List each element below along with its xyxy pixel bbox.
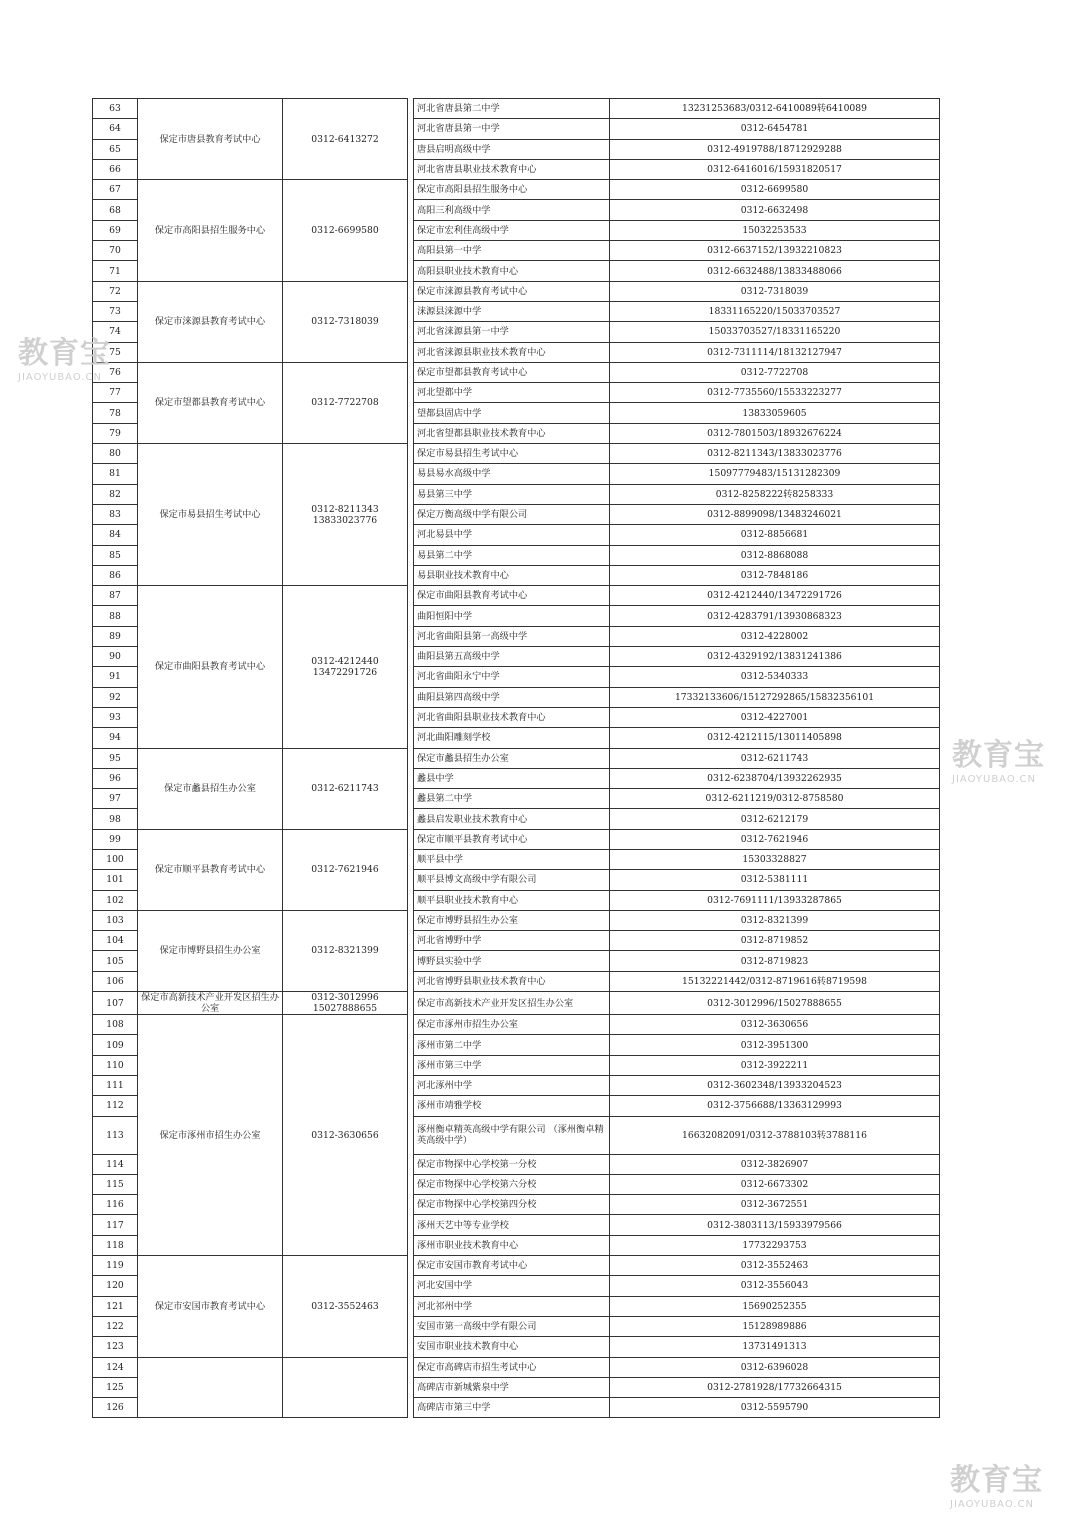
school-name: 保定市顺平县教育考试中心 <box>414 829 610 849</box>
school-phone: 0312-6637152/13932210823 <box>610 241 940 261</box>
department-phone: 0312-8321399 <box>283 910 408 991</box>
department-phone: 0312-3012996 15027888655 <box>283 992 408 1015</box>
school-phone: 0312-3922211 <box>610 1055 940 1075</box>
table-row <box>93 99 940 119</box>
row-number: 104 <box>93 931 138 951</box>
school-phone: 16632082091/0312-3788103转3788116 <box>610 1116 940 1154</box>
school-phone: 0312-7311114/18132127947 <box>610 342 940 362</box>
school-name: 保定市涞源县教育考试中心 <box>414 281 610 301</box>
department-name: 保定市顺平县教育考试中心 <box>138 829 283 910</box>
school-name: 保定市博野县招生办公室 <box>414 910 610 930</box>
table-row <box>93 748 940 768</box>
school-name: 曲阳县第四高级中学 <box>414 687 610 707</box>
school-name: 河北易县中学 <box>414 525 610 545</box>
department-phone: 0312-8211343 13833023776 <box>283 444 408 586</box>
table-row <box>93 362 940 382</box>
department-phone <box>283 1357 408 1418</box>
row-number: 117 <box>93 1215 138 1235</box>
table-row <box>93 586 940 606</box>
school-name: 博野县实验中学 <box>414 951 610 971</box>
row-number: 101 <box>93 870 138 890</box>
row-number: 122 <box>93 1316 138 1336</box>
row-number: 78 <box>93 403 138 423</box>
row-number: 107 <box>93 992 138 1015</box>
row-number: 114 <box>93 1154 138 1174</box>
table-row <box>93 1256 940 1276</box>
row-number: 121 <box>93 1296 138 1316</box>
row-number: 102 <box>93 890 138 910</box>
school-phone: 0312-5381111 <box>610 870 940 890</box>
row-number: 98 <box>93 809 138 829</box>
school-name: 保定市物探中心学校第一分校 <box>414 1154 610 1174</box>
school-phone: 13833059605 <box>610 403 940 423</box>
school-name: 涞源县涞源中学 <box>414 301 610 321</box>
school-name: 顺平县职业技术教育中心 <box>414 890 610 910</box>
row-number: 113 <box>93 1116 138 1154</box>
school-name: 高阳三利高级中学 <box>414 200 610 220</box>
row-number: 80 <box>93 444 138 464</box>
department-phone: 0312-7621946 <box>283 829 408 910</box>
school-phone: 0312-8899098/13483246021 <box>610 504 940 524</box>
school-phone: 15690252355 <box>610 1296 940 1316</box>
row-number: 112 <box>93 1096 138 1116</box>
school-phone: 0312-4919788/18712929288 <box>610 139 940 159</box>
row-number: 126 <box>93 1398 138 1418</box>
row-number: 93 <box>93 707 138 727</box>
school-name: 保定市高新技术产业开发区招生办公室 <box>414 992 610 1015</box>
row-number: 125 <box>93 1377 138 1397</box>
row-number: 66 <box>93 159 138 179</box>
school-phone: 0312-3672551 <box>610 1195 940 1215</box>
contact-table-body <box>93 99 940 1418</box>
department-name: 保定市望都县教育考试中心 <box>138 362 283 443</box>
row-number: 124 <box>93 1357 138 1377</box>
department-phone: 0312-6413272 <box>283 99 408 180</box>
school-phone: 15128989886 <box>610 1316 940 1336</box>
table-row <box>93 992 940 1015</box>
row-number: 73 <box>93 301 138 321</box>
row-number: 85 <box>93 545 138 565</box>
school-phone: 13231253683/0312-6410089转6410089 <box>610 99 940 119</box>
school-phone: 0312-8719852 <box>610 931 940 951</box>
school-name: 保定万衡高级中学有限公司 <box>414 504 610 524</box>
table-row <box>93 1015 940 1035</box>
school-name: 河北省涞源县职业技术教育中心 <box>414 342 610 362</box>
department-phone: 0312-6699580 <box>283 180 408 281</box>
table-row <box>93 180 940 200</box>
row-number: 72 <box>93 281 138 301</box>
school-name: 唐县启明高级中学 <box>414 139 610 159</box>
school-phone: 0312-8321399 <box>610 910 940 930</box>
school-name: 顺平县博文高级中学有限公司 <box>414 870 610 890</box>
row-number: 91 <box>93 667 138 687</box>
department-name: 保定市涞源县教育考试中心 <box>138 281 283 362</box>
school-phone: 0312-3552463 <box>610 1256 940 1276</box>
row-number: 120 <box>93 1276 138 1296</box>
row-number: 67 <box>93 180 138 200</box>
department-phone: 0312-7722708 <box>283 362 408 443</box>
row-number: 71 <box>93 261 138 281</box>
school-name: 保定市曲阳县教育考试中心 <box>414 586 610 606</box>
school-name: 河北省涞源县第一中学 <box>414 322 610 342</box>
school-phone: 0312-2781928/17732664315 <box>610 1377 940 1397</box>
school-phone: 0312-7621946 <box>610 829 940 849</box>
row-number: 88 <box>93 606 138 626</box>
school-name: 河北省唐县第二中学 <box>414 99 610 119</box>
table-row <box>93 1357 940 1377</box>
school-name: 河北曲阳雕刻学校 <box>414 728 610 748</box>
school-name: 安国市职业技术教育中心 <box>414 1337 610 1357</box>
row-number: 82 <box>93 484 138 504</box>
department-name: 保定市蠡县招生办公室 <box>138 748 283 829</box>
watermark-left <box>18 328 111 383</box>
row-number: 92 <box>93 687 138 707</box>
school-name: 蠡县启发职业技术教育中心 <box>414 809 610 829</box>
school-name: 河北省博野中学 <box>414 931 610 951</box>
row-number: 90 <box>93 647 138 667</box>
watermark-url: JIAOYUBAO.CN <box>952 774 1036 785</box>
row-number: 95 <box>93 748 138 768</box>
row-number: 83 <box>93 504 138 524</box>
row-number: 119 <box>93 1256 138 1276</box>
school-phone: 0312-3012996/15027888655 <box>610 992 940 1015</box>
school-phone: 0312-5595790 <box>610 1398 940 1418</box>
school-phone: 0312-7848186 <box>610 565 940 585</box>
row-number: 94 <box>93 728 138 748</box>
row-number: 110 <box>93 1055 138 1075</box>
school-name: 河北省唐县职业技术教育中心 <box>414 159 610 179</box>
school-phone: 17732293753 <box>610 1235 940 1255</box>
row-number: 87 <box>93 586 138 606</box>
watermark-logo-text: 教育宝 <box>18 336 111 371</box>
school-phone: 13731491313 <box>610 1337 940 1357</box>
row-number: 116 <box>93 1195 138 1215</box>
school-name: 安国市第一高级中学有限公司 <box>414 1316 610 1336</box>
row-number: 103 <box>93 910 138 930</box>
school-name: 保定市物探中心学校第六分校 <box>414 1174 610 1194</box>
department-phone: 0312-4212440 13472291726 <box>283 586 408 748</box>
school-phone: 0312-8868088 <box>610 545 940 565</box>
row-number: 77 <box>93 383 138 403</box>
school-phone: 0312-3756688/13363129993 <box>610 1096 940 1116</box>
school-name: 涿州市职业技术教育中心 <box>414 1235 610 1255</box>
school-name: 河北省曲阳县职业技术教育中心 <box>414 707 610 727</box>
row-number: 111 <box>93 1075 138 1095</box>
school-phone: 0312-6699580 <box>610 180 940 200</box>
school-name: 保定市望都县教育考试中心 <box>414 362 610 382</box>
school-phone: 0312-6632488/13833488066 <box>610 261 940 281</box>
school-phone: 18331165220/15033703527 <box>610 301 940 321</box>
school-phone: 0312-3602348/13933204523 <box>610 1075 940 1095</box>
school-name: 河北涿州中学 <box>414 1075 610 1095</box>
row-number: 75 <box>93 342 138 362</box>
school-name: 高碑店市新城紫泉中学 <box>414 1377 610 1397</box>
row-number: 63 <box>93 99 138 119</box>
row-number: 84 <box>93 525 138 545</box>
school-phone: 0312-7318039 <box>610 281 940 301</box>
school-name: 易县第二中学 <box>414 545 610 565</box>
row-number: 79 <box>93 423 138 443</box>
row-number: 108 <box>93 1015 138 1035</box>
school-phone: 0312-4212440/13472291726 <box>610 586 940 606</box>
school-phone: 0312-6416016/15931820517 <box>610 159 940 179</box>
department-name <box>138 1357 283 1418</box>
row-number: 105 <box>93 951 138 971</box>
contact-table <box>92 98 940 1418</box>
row-number: 115 <box>93 1174 138 1194</box>
school-name: 易县职业技术教育中心 <box>414 565 610 585</box>
school-phone: 0312-3951300 <box>610 1035 940 1055</box>
row-number: 64 <box>93 119 138 139</box>
school-phone: 0312-6238704/13932262935 <box>610 768 940 788</box>
school-name: 蠡县第二中学 <box>414 789 610 809</box>
department-name: 保定市博野县招生办公室 <box>138 910 283 991</box>
row-number: 99 <box>93 829 138 849</box>
school-phone: 0312-4227001 <box>610 707 940 727</box>
school-phone: 0312-3803113/15933979566 <box>610 1215 940 1235</box>
school-name: 保定市高碑店市招生考试中心 <box>414 1357 610 1377</box>
school-name: 保定市蠡县招生办公室 <box>414 748 610 768</box>
school-phone: 0312-6673302 <box>610 1174 940 1194</box>
row-number: 89 <box>93 626 138 646</box>
row-number: 106 <box>93 971 138 991</box>
school-phone: 0312-8211343/13833023776 <box>610 444 940 464</box>
school-name: 涿州衡卓精英高级中学有限公司 （涿州衡卓精英高级中学） <box>414 1116 610 1154</box>
table-row <box>93 444 940 464</box>
school-phone: 0312-4329192/13831241386 <box>610 647 940 667</box>
row-number: 68 <box>93 200 138 220</box>
department-phone: 0312-6211743 <box>283 748 408 829</box>
row-number: 97 <box>93 789 138 809</box>
school-name: 保定市物探中心学校第四分校 <box>414 1195 610 1215</box>
school-name: 河北省望都县职业技术教育中心 <box>414 423 610 443</box>
row-number: 123 <box>93 1337 138 1357</box>
department-name: 保定市唐县教育考试中心 <box>138 99 283 180</box>
school-name: 曲阳恒阳中学 <box>414 606 610 626</box>
school-name: 高阳县第一中学 <box>414 241 610 261</box>
school-phone: 0312-4283791/13930868323 <box>610 606 940 626</box>
school-phone: 15303328827 <box>610 849 940 869</box>
department-name: 保定市高阳县招生服务中心 <box>138 180 283 281</box>
school-name: 河北省曲阳县第一高级中学 <box>414 626 610 646</box>
row-number: 118 <box>93 1235 138 1255</box>
table-row <box>93 281 940 301</box>
school-phone: 0312-7722708 <box>610 362 940 382</box>
school-name: 河北省唐县第一中学 <box>414 119 610 139</box>
row-number: 100 <box>93 849 138 869</box>
school-name: 易县易水高级中学 <box>414 464 610 484</box>
department-phone: 0312-3552463 <box>283 1256 408 1357</box>
watermark-bottom-right <box>950 1455 1043 1510</box>
school-phone: 0312-6396028 <box>610 1357 940 1377</box>
row-number: 86 <box>93 565 138 585</box>
row-number: 81 <box>93 464 138 484</box>
row-number: 65 <box>93 139 138 159</box>
school-name: 蠡县中学 <box>414 768 610 788</box>
school-phone: 0312-8719823 <box>610 951 940 971</box>
school-name: 望都县固店中学 <box>414 403 610 423</box>
school-phone: 0312-3556043 <box>610 1276 940 1296</box>
department-phone: 0312-3630656 <box>283 1015 408 1256</box>
watermark-url: JIAOYUBAO.CN <box>950 1499 1034 1510</box>
table-row <box>93 910 940 930</box>
watermark-url: JIAOYUBAO.CN <box>18 372 102 383</box>
school-name: 保定市涿州市招生办公室 <box>414 1015 610 1035</box>
watermark-logo-text: 教育宝 <box>950 1463 1043 1498</box>
school-name: 河北安国中学 <box>414 1276 610 1296</box>
school-phone: 0312-6454781 <box>610 119 940 139</box>
department-name: 保定市曲阳县教育考试中心 <box>138 586 283 748</box>
contact-table-container <box>92 98 939 1418</box>
school-phone: 0312-6632498 <box>610 200 940 220</box>
school-name: 保定市高阳县招生服务中心 <box>414 180 610 200</box>
row-number: 109 <box>93 1035 138 1055</box>
school-name: 河北省曲阳永宁中学 <box>414 667 610 687</box>
school-phone: 15032253533 <box>610 220 940 240</box>
school-phone: 0312-6211743 <box>610 748 940 768</box>
school-name: 曲阳县第五高级中学 <box>414 647 610 667</box>
school-name: 高碑店市第三中学 <box>414 1398 610 1418</box>
school-name: 易县第三中学 <box>414 484 610 504</box>
school-phone: 15097779483/15131282309 <box>610 464 940 484</box>
school-phone: 0312-6211219/0312-8758580 <box>610 789 940 809</box>
school-phone: 15132221442/0312-8719616转8719598 <box>610 971 940 991</box>
school-name: 涿州市第三中学 <box>414 1055 610 1075</box>
school-phone: 15033703527/18331165220 <box>610 322 940 342</box>
row-number: 69 <box>93 220 138 240</box>
school-name: 河北省博野县职业技术教育中心 <box>414 971 610 991</box>
school-phone: 0312-7801503/18932676224 <box>610 423 940 443</box>
school-name: 河北望都中学 <box>414 383 610 403</box>
school-phone: 0312-8856681 <box>610 525 940 545</box>
school-phone: 0312-6212179 <box>610 809 940 829</box>
school-phone: 0312-3826907 <box>610 1154 940 1174</box>
school-phone: 0312-4212115/13011405898 <box>610 728 940 748</box>
school-name: 涿州市靖雅学校 <box>414 1096 610 1116</box>
department-name: 保定市安国市教育考试中心 <box>138 1256 283 1357</box>
watermark-right <box>952 730 1045 785</box>
school-name: 保定市易县招生考试中心 <box>414 444 610 464</box>
school-name: 保定市宏利佳高级中学 <box>414 220 610 240</box>
row-number: 76 <box>93 362 138 382</box>
school-phone: 0312-8258222转8258333 <box>610 484 940 504</box>
row-number: 70 <box>93 241 138 261</box>
school-name: 涿州天艺中等专业学校 <box>414 1215 610 1235</box>
school-name: 高阳县职业技术教育中心 <box>414 261 610 281</box>
row-number: 74 <box>93 322 138 342</box>
school-name: 顺平县中学 <box>414 849 610 869</box>
school-phone: 0312-7691111/13933287865 <box>610 890 940 910</box>
school-name: 河北祁州中学 <box>414 1296 610 1316</box>
row-number: 96 <box>93 768 138 788</box>
watermark-logo-text: 教育宝 <box>952 738 1045 773</box>
school-phone: 0312-5340333 <box>610 667 940 687</box>
department-name: 保定市高新技术产业开发区招生办公室 <box>138 992 283 1015</box>
school-name: 保定市安国市教育考试中心 <box>414 1256 610 1276</box>
school-name: 涿州市第二中学 <box>414 1035 610 1055</box>
department-name: 保定市易县招生考试中心 <box>138 444 283 586</box>
school-phone: 0312-4228002 <box>610 626 940 646</box>
department-phone: 0312-7318039 <box>283 281 408 362</box>
department-name: 保定市涿州市招生办公室 <box>138 1015 283 1256</box>
table-row <box>93 829 940 849</box>
school-phone: 0312-3630656 <box>610 1015 940 1035</box>
school-phone: 0312-7735560/15533223277 <box>610 383 940 403</box>
school-phone: 17332133606/15127292865/15832356101 <box>610 687 940 707</box>
